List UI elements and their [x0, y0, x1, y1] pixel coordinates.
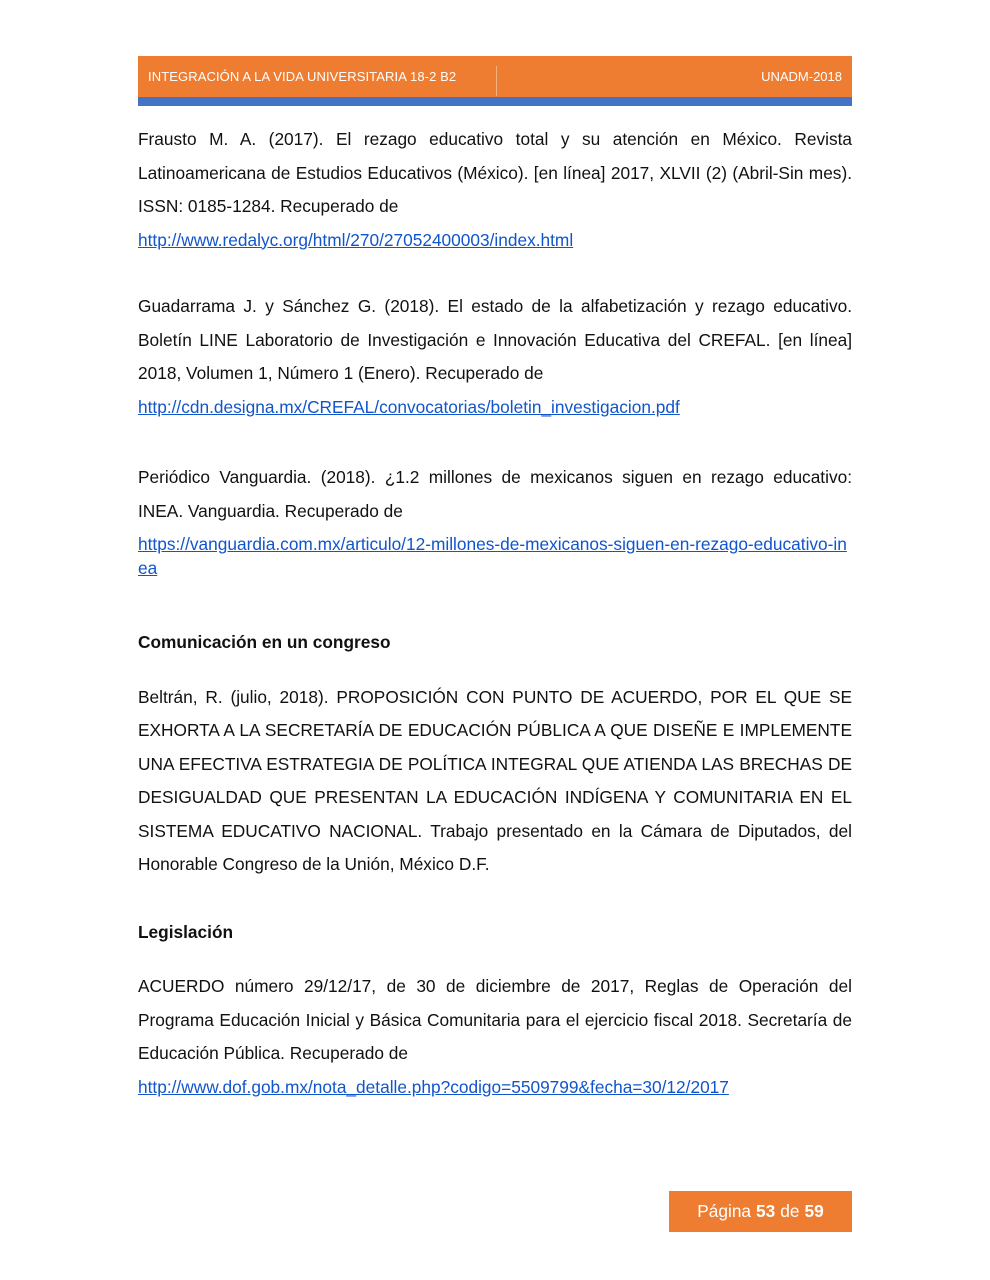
section-legislacion — [138, 916, 852, 1105]
page-header — [138, 56, 852, 106]
section-congreso — [138, 626, 852, 882]
institution-year: UNADM-2018 — [761, 69, 842, 84]
of-label: de — [780, 1201, 800, 1221]
reference-link[interactable]: https://vanguardia.com.mx/articulo/12-millones-de-mexicanos-siguen-en-rezago-educativo-inea — [138, 534, 847, 578]
reference-text: Guadarrama J. y Sánchez G. (2018). El estado de la alfabetización y rezago educativo. Boletín LINE Laboratorio de Investigación e Innovación Educativa del CREFAL. [en línea] 2018, Volumen 1, Número 1 (Enero). Recuperado de — [138, 296, 852, 383]
reference-link[interactable]: http://cdn.designa.mx/CREFAL/convocatorias/boletin_investigacion.pdf — [138, 396, 680, 417]
current-page-number: 53 — [756, 1201, 776, 1221]
reference-vanguardia — [138, 461, 852, 580]
reference-text: Frausto M. A. (2017). El rezago educativo total y su atención en México. Revista Latinoamericana de Estudios Educativos (México). [en línea] 2017, XLVII (2) (Abril-Sin mes). ISSN: 0185-1284. Recuperado de — [138, 129, 852, 216]
reference-text: Periódico Vanguardia. (2018). ¿1.2 millones de mexicanos siguen en rezago educativo: INEA. Vanguardia. Recuperado de — [138, 467, 852, 521]
reference-link[interactable]: http://www.dof.gob.mx/nota_detalle.php?codigo=5509799&fecha=30/12/2017 — [138, 1076, 729, 1097]
section-heading: Comunicación en un congreso — [138, 632, 391, 652]
page-number-box — [669, 1191, 852, 1232]
course-title: INTEGRACIÓN A LA VIDA UNIVERSITARIA 18-2 B2 — [148, 69, 457, 84]
reference-guadarrama — [138, 290, 852, 424]
page-label: Página — [697, 1201, 752, 1221]
reference-link[interactable]: http://www.redalyc.org/html/270/27052400003/index.html — [138, 229, 574, 250]
section-text: Beltrán, R. (julio, 2018). PROPOSICIÓN CON PUNTO DE ACUERDO, POR EL QUE SE EXHORTA A LA SECRETARÍA DE EDUCACIÓN PÚBLICA A QUE DISEÑE E IMPLEMENTE UNA EFECTIVA ESTRATEGIA DE POLÍTICA INTEGRAL QUE ATIENDA LAS BRECHAS DE DESIGUALDAD QUE PRESENTAN LA EDUCACIÓN INDÍGENA Y COMUNITARIA EN EL SISTEMA EDUCATIVO NACIONAL. Trabajo presentado en la Cámara de Diputados, del Honorable Congreso de la Unión, México D.F. — [138, 686, 852, 874]
reference-frausto — [138, 123, 852, 257]
header-blue-stripe — [138, 97, 852, 106]
section-heading: Legislación — [138, 921, 234, 942]
total-pages-number: 59 — [804, 1201, 824, 1221]
section-text: ACUERDO número 29/12/17, de 30 de diciembre de 2017, Reglas de Operación del Programa Educación Inicial y Básica Comunitaria para el ejercicio fiscal 2018. Secretaría de Educación Pública. Recuperado de — [138, 976, 852, 1063]
header-divider — [496, 66, 497, 96]
page-content — [138, 123, 852, 1104]
